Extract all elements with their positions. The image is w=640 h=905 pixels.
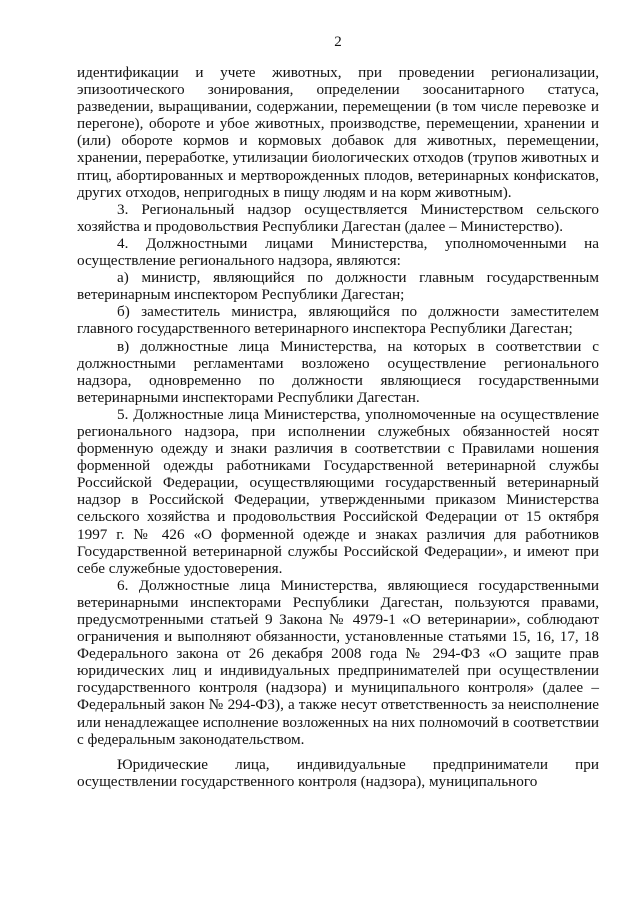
page-number: 2 <box>334 34 342 50</box>
paragraph-item-4: 4. Должностными лицами Министерства, уполномоченными на осуществление регионального надзора, являются: <box>77 234 599 270</box>
paragraph-subitem-v: в) должностные лица Министерства, на которых в соответствии с должностными регламентами возложено осуществление регионального надзора, одновременно по должности являющиеся государственными ветеринарными инспекторами Республики Дагестан. <box>77 337 599 406</box>
paragraph-continuation: идентификации и учете животных, при проведении регионализации, эпизоотического зонирования, определении зоосанитарного статуса, разведении, выращивании, содержании, перемещении (в том числе перевозке и перегоне), обороте и убое животных, производстве, перемещении, хранении и (или) обороте кормов и кормовых добавок для животных, перемещении, хранении, переработке, утилизации биологических отходов (трупов животных и птиц, абортированных и мертворожденных плодов, ветеринарных конфискатов, других отходов, непригодных в пищу людям и на корм животным). <box>77 64 599 201</box>
paragraph-item-3: 3. Региональный надзор осуществляется Министерством сельского хозяйства и продовольствия Республики Дагестан (далее – Министерство). <box>77 200 599 235</box>
paragraph-item-5: 5. Должностные лица Министерства, уполномоченные на осуществление регионального надзора, при исполнении служебных обязанностей носят форменную одежду и знаки различия в соответствии с Правилами ношения форменной одежды работниками Государственной ветеринарной службы Российской Федерации, осуществляющими государственный ветеринарный надзор в Российской Федерации, утвержденными приказом Министерства сельского хозяйства и продовольствия Российской Федерации от 15 октября 1997 г. № 426 «О форменной одежде и знаках различия для работников Государственной ветеринарной службы Российской Федерации», и имеют при себе служебные удостоверения. <box>77 405 599 577</box>
paragraph-legal-entities: Юридические лица, индивидуальные предприниматели при осуществлении государственного контроля (надзора), муниципального <box>77 755 599 790</box>
paragraph-subitem-b: б) заместитель министра, являющийся по должности заместителем главного государственного ветеринарного инспектора Республики Дагестан; <box>77 303 599 338</box>
paragraph-item-6: 6. Должностные лица Министерства, являющиеся государственными ветеринарными инспекторами Республики Дагестан, пользуются правами, предусмотренными статьей 9 Закона № 4979-1 «О ветеринарии», соблюдают ограничения и выполняют обязанности, установленные статьями 15, 16, 17, 18 Федерального закона от 26 декабря 2008 года № 294-ФЗ «О защите прав юридических лиц и индивидуальных предпринимателей при осуществлении государственного контроля (надзора) и муниципального контроля» (далее – Федеральный закон № 294-ФЗ), а также несут ответственность за неисполнение или ненадлежащее исполнение возложенных на них полномочий в соответствии с федеральным законодательством. <box>77 576 599 748</box>
paragraph-subitem-a: а) министр, являющийся по должности главным государственным ветеринарным инспектором Республики Дагестан; <box>77 269 599 304</box>
